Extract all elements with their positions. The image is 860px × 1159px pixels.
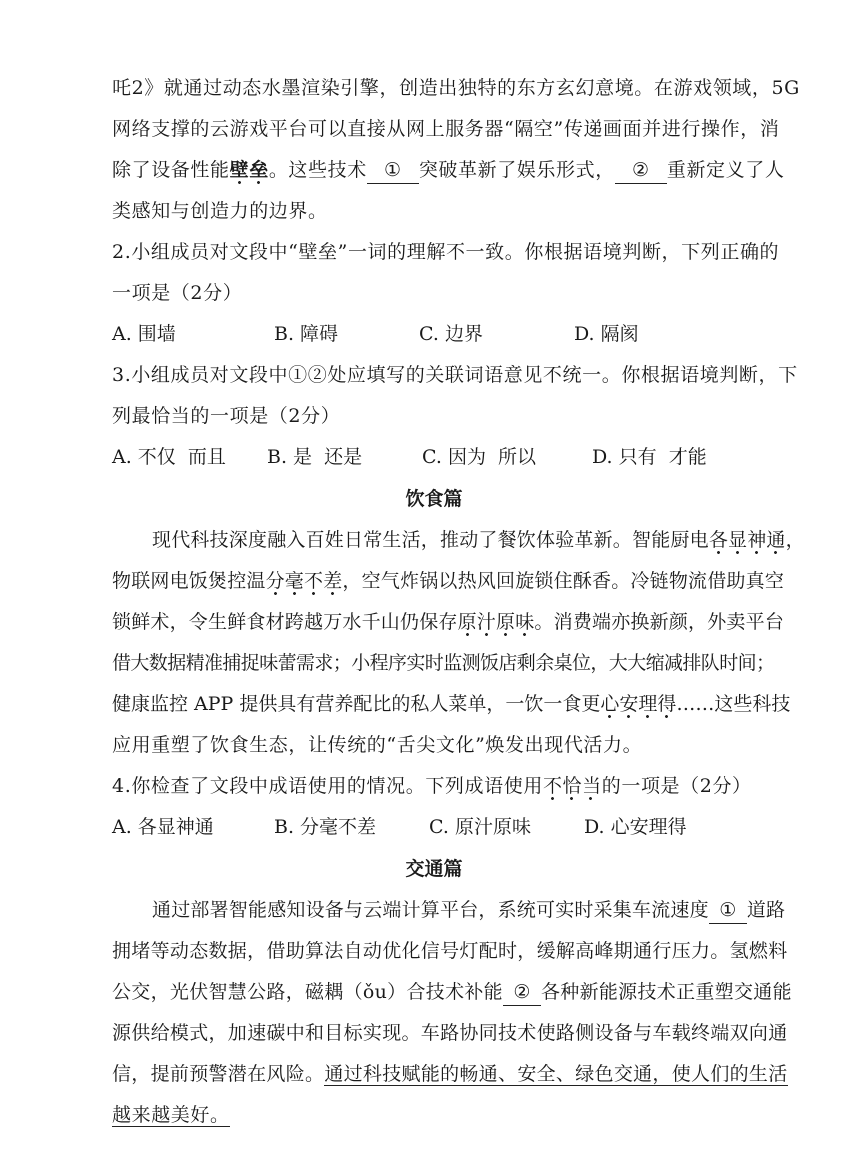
passage-line: 类感知与创造力的边界。 (112, 200, 328, 222)
text-run: 物联网电饭煲控温 (112, 570, 266, 592)
text-run: 除了设备性能 (112, 159, 230, 181)
passage-line: 网络支撑的云游戏平台可以直接从网上服务器“隔空”传递画面并进行操作，消 (112, 118, 780, 140)
passage-line: 借大数据精准捕捉味蕾需求；小程序实时监测饭店剩余桌位，大大缩减排队时间； (112, 652, 775, 674)
dotted-idiom: 分毫不差 (266, 570, 343, 596)
option-c: C. 因为 所以 (422, 446, 537, 468)
passage-line (112, 1095, 756, 1136)
question-2-stem-cont: 一项是（2分） (112, 282, 243, 304)
passage-line (112, 602, 785, 643)
text-run: 公交，光伏智慧公路，磁耦（ǒu）合技术补能 (112, 981, 503, 1003)
passage-line (112, 890, 786, 931)
question-3-stem-cont: 列最恰当的一项是（2分） (112, 405, 341, 427)
question-4-stem (112, 766, 756, 807)
passage-line (112, 1054, 788, 1095)
option-d: D. 隔阂 (574, 323, 639, 345)
text-run: ，空气炸锅以热风回旋锁住酥香。冷链物流借助真空 (342, 570, 785, 592)
dotted-idiom: 各显神通 (709, 529, 786, 555)
text-run: 重新定义了人 (666, 159, 785, 181)
text-run: 健康监控 APP 提供具有营养配比的私人菜单，一饮一食更 (112, 693, 601, 715)
passage-line: 拥堵等动态数据，借助算法自动优化信号灯配时，缓解高峰期通行压力。氢燃料 (112, 940, 788, 962)
passage-line: 源供给模式，加速碳中和目标实现。车路协同技术使路侧设备与车载终端双向通 (112, 1022, 788, 1044)
question-2-stem: 2.小组成员对文段中“壁垒”一词的理解不一致。你根据语境判断，下列正确的 (112, 241, 780, 263)
option-c: C. 边界 (419, 323, 483, 345)
text-run: 4.你检查了文段中成语使用的情况。下列成语使用 (112, 775, 543, 797)
fill-blank-1: ① (367, 157, 419, 184)
passage-line (112, 561, 785, 602)
option-a: A. 不仅 而且 (112, 446, 226, 468)
text-run: ， (785, 529, 805, 551)
text-run: 现代科技深度融入百姓日常生活，推动了餐饮体验革新。智能厨电 (152, 529, 709, 551)
text-run: 。消费端亦换新颜，外卖平台 (534, 611, 785, 633)
fill-blank-2: ② (503, 979, 541, 1006)
fill-blank-2: ② (615, 157, 667, 184)
fill-blank-1: ① (709, 897, 747, 924)
option-c: C. 原汁原味 (429, 816, 531, 838)
underlined-sentence: 越来越美好。 (112, 1104, 230, 1126)
question-3-stem: 3.小组成员对文段中①②处应填写的关联词语意见不统一。你根据语境判断，下 (112, 364, 798, 386)
option-b: B. 是 还是 (267, 446, 363, 468)
option-b: B. 分毫不差 (274, 816, 377, 838)
passage-line (112, 972, 792, 1013)
underlined-sentence: 通过科技赋能的畅通、安全、绿色交通，使人们的生活 (324, 1063, 788, 1085)
text-run: ……这些科技 (676, 693, 791, 715)
option-b: B. 障碍 (274, 323, 339, 345)
passage-line (112, 520, 805, 561)
dotted-idiom: 心安理得 (600, 693, 676, 719)
question-4-options (112, 807, 756, 848)
text-run: 的一项是（2分） (601, 775, 752, 797)
dotted-word: 不恰当 (543, 775, 602, 801)
section-title-food: 饮食篇 (405, 488, 463, 510)
option-d: D. 心安理得 (584, 816, 687, 838)
text-run: 突破革新了娱乐形式， (418, 159, 615, 181)
option-d: D. 只有 才能 (592, 446, 707, 468)
text-run: 道路 (746, 899, 786, 921)
question-3-options (112, 437, 756, 478)
text-run: 各种新能源技术正重塑交通能 (540, 981, 792, 1003)
passage-line: 应用重塑了饮食生态，让传统的“舌尖文化”焕发出现代活力。 (112, 734, 643, 756)
question-2-options (112, 314, 756, 355)
option-a: A. 围墙 (112, 323, 176, 345)
text-run: 通过部署智能感知设备与云端计算平台，系统可实时采集车流速度 (152, 899, 709, 921)
passage-line (112, 150, 785, 191)
dotted-idiom: 原汁原味 (458, 611, 535, 637)
option-a: A. 各显神通 (112, 816, 214, 838)
passage-line: 吒2》就通过动态水墨渲染引擎，创造出独特的东方玄幻意境。在游戏领域，5G (112, 77, 800, 99)
dotted-word: 壁垒 (230, 159, 269, 185)
text-run: 锁鲜术，令生鲜食材跨越万水千山仍保存 (112, 611, 458, 633)
text-run: 。这些技术 (268, 159, 367, 181)
text-run: 信，提前预警潜在风险。 (112, 1063, 325, 1085)
section-title-traffic: 交通篇 (405, 858, 463, 880)
passage-line (112, 684, 791, 725)
